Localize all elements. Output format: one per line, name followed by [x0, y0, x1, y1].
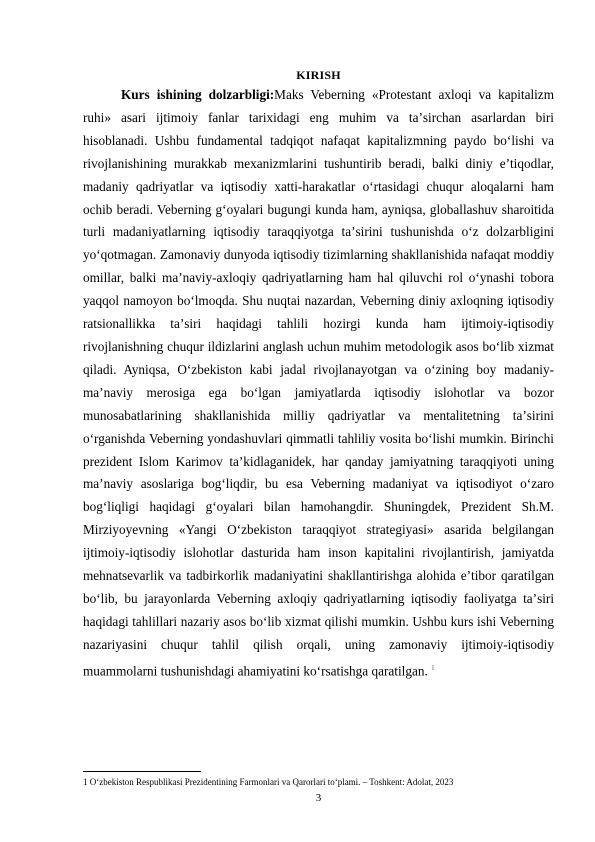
paragraph-lead: Kurs ishining dolzarbligi:	[121, 87, 275, 102]
body-paragraph	[83, 84, 554, 683]
page-number: 3	[315, 792, 322, 804]
paragraph-text: Maks Veberning «Protestant axloqi va kapitalizm ruhi» asari ijtimoiy fanlar tarixidagi eng muhim va taʼsirchan asarlardan biri hisoblanadi. Ushbu fundamental tadqiqot nafaqat kapitalizmning paydo boʻlishi va rivojlanishining murakkab mexanizmlarini tushuntirib beradi, balki diniy eʼtiqodlar, madaniy qadriyatlar va iqtisodiy xatti-harakatlar oʻrtasidagi chuqur aloqalarni ham ochib beradi. Veberning gʻoyalari bugungi kunda ham, ayniqsa, globallashuv sharoitida turli madaniyatlarning iqtisodiy taraqqiyotga taʼsirini tushunishda oʻz dolzarbligini yoʻqotmagan. Zamonaviy dunyoda iqtisodiy tizimlarning shakllanishida nafaqat moddiy omillar, balki maʼnaviy-axloqiy qadriyatlarning ham hal qiluvchi rol oʻynashi tobora yaqqol namoyon boʻlmoqda. Shu nuqtai nazardan, Veberning diniy axloqning iqtisodiy ratsionallikka taʼsiri haqidagi tahlili hozirgi kunda ham ijtimoiy-iqtisodiy rivojlanishning chuqur ildizlarini anglash uchun muhim metodologik asos boʻlib xizmat qiladi. Ayniqsa, Oʻzbekiston kabi jadal rivojlanayotgan va oʻzining boy madaniy-maʼnaviy merosiga ega boʻlgan jamiyatlarda iqtisodiy islohotlar va bozor munosabatlarining shakllanishida milliy qadriyatlar va mentalitetning taʼsirini oʻrganishda Veberning yondashuvlari qimmatli tahliliy vosita boʻlishi mumkin. Birinchi prezident Islom Karimov taʼkidlaganidek, har qanday jamiyatning taraqqiyoti uning maʼnaviy asoslariga bogʻliqdir, bu esa Veberning madaniyat va iqtisodiyot oʻzaro bogʻliqligi haqidagi gʻoyalari bilan hamohangdir. Shuningdek, Prezident Sh.M. Mirziyoyevning «Yangi Oʻzbekiston taraqqiyot strategiyasi» asarida belgilangan ijtimoiy-iqtisodiy islohotlar dasturida ham inson kapitalini rivojlantirish, jamiyatda mehnatsevarlik va tadbirkorlik madaniyatini shakllantirishga alohida eʼtibor qaratilgan boʻlib, bu jarayonlarda Veberning axloqiy qadriyatlarning iqtisodiy faoliyatga taʼsiri haqidagi tahlillari nazariy asos boʻlib xizmat qilishi mumkin. Ushbu kurs ishi Veberning nazariyasini chuqur tahlil qilish orqali, uning zamonaviy ijtimoiy-iqtisodiy muammolarni tushunishdagi ahamiyatini koʻrsatishga qaratilgan.	[83, 87, 554, 679]
footnote-divider	[83, 771, 201, 772]
footnote-text: 1 Oʻzbekiston Respublikasi Prezidentining Farmonlari va Qarorlari toʻplami. – Toshkent: Adolat, 2023	[83, 777, 454, 787]
footnote-reference[interactable]: 1	[431, 663, 435, 672]
section-heading: KIRISH	[296, 68, 341, 82]
